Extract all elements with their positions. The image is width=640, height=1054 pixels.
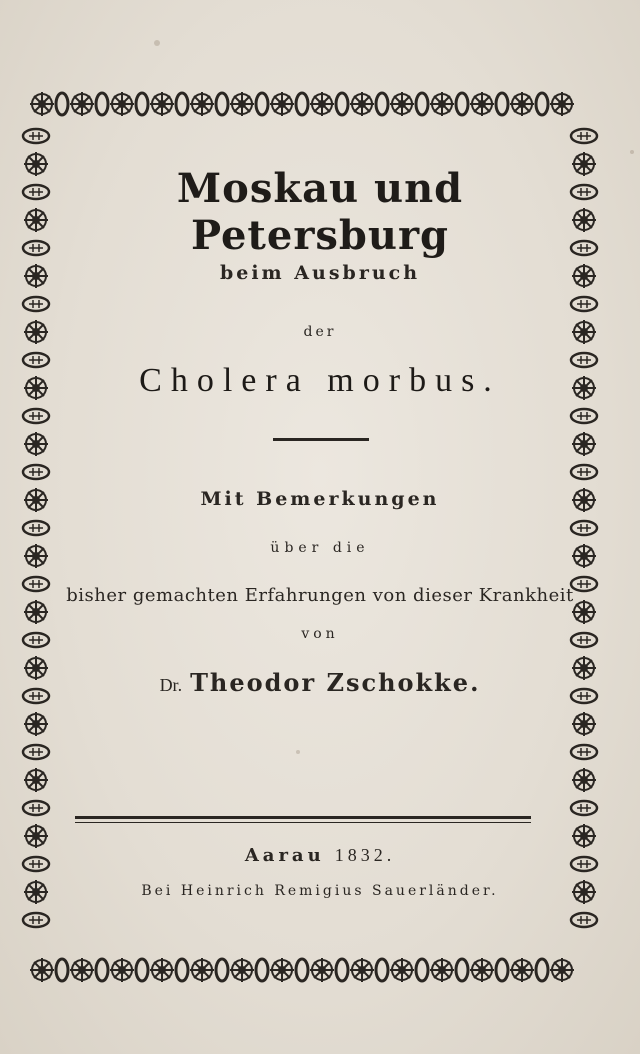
border-flower-icon (510, 958, 534, 982)
border-flower-icon (24, 768, 48, 792)
border-link-icon (56, 959, 68, 981)
border-link-icon (496, 93, 508, 115)
border-flower-icon (270, 958, 294, 982)
border-link-icon (416, 959, 428, 981)
border-link-icon (296, 93, 308, 115)
border-flower-icon (230, 958, 254, 982)
author (70, 668, 570, 697)
border-oval-icon (23, 913, 49, 927)
border-flower-icon (350, 92, 374, 116)
border-link-icon (456, 959, 468, 981)
subtitle-mit: Mit Bemerkungen (200, 488, 440, 510)
border-flower-icon (24, 432, 48, 456)
subtitle-ueber: über die (270, 540, 370, 556)
border-flower-icon (310, 958, 334, 982)
border-flower-icon (430, 958, 454, 982)
border-oval-icon (571, 689, 597, 703)
border-oval-icon (571, 465, 597, 479)
border-link-icon (96, 959, 108, 981)
border-flower-icon (430, 92, 454, 116)
border-flower-icon (110, 92, 134, 116)
border-oval-icon (23, 745, 49, 759)
border-link-icon (216, 93, 228, 115)
border-link-icon (216, 959, 228, 981)
border-flower-icon (30, 958, 54, 982)
border-flower-icon (572, 712, 596, 736)
border-flower-icon (190, 92, 214, 116)
imprint-year: 1832. (334, 845, 396, 865)
border-flower-icon (24, 712, 48, 736)
short-divider (273, 438, 369, 441)
paper-stain (296, 750, 300, 754)
border-flower-icon (24, 264, 48, 288)
border-link-icon (536, 959, 548, 981)
border-flower-icon (350, 958, 374, 982)
border-oval-icon (23, 129, 49, 143)
border-flower-icon (470, 92, 494, 116)
border-flower-icon (572, 208, 596, 232)
border-link-icon (296, 959, 308, 981)
border-oval-icon (23, 409, 49, 423)
border-flower-icon (30, 92, 54, 116)
border-flower-icon (510, 92, 534, 116)
border-flower-icon (24, 320, 48, 344)
border-flower-icon (70, 958, 94, 982)
border-oval-icon (571, 913, 597, 927)
border-flower-icon (572, 152, 596, 176)
border-flower-icon (572, 544, 596, 568)
border-oval-icon (23, 241, 49, 255)
border-link-icon (136, 959, 148, 981)
border-flower-icon (110, 958, 134, 982)
border-link-icon (56, 93, 68, 115)
border-flower-icon (24, 880, 48, 904)
border-link-icon (176, 959, 188, 981)
border-link-icon (416, 93, 428, 115)
border-oval-icon (23, 185, 49, 199)
subtitle-bisher: bisher gemachten Erfahrungen von dieser Krankheit (66, 585, 574, 606)
border-link-icon (336, 959, 348, 981)
border-flower-icon (70, 92, 94, 116)
disease-name: Cholera morbus. (139, 362, 501, 399)
border-flower-icon (572, 376, 596, 400)
border-flower-icon (390, 92, 414, 116)
border-flower-icon (310, 92, 334, 116)
border-oval-icon (571, 745, 597, 759)
border-oval-icon (571, 857, 597, 871)
border-oval-icon (571, 521, 597, 535)
border-link-icon (176, 93, 188, 115)
border-flower-icon (550, 958, 574, 982)
border-oval-icon (571, 409, 597, 423)
border-link-icon (376, 959, 388, 981)
author-name: Theodor Zschokke. (190, 668, 481, 697)
border-flower-icon (24, 152, 48, 176)
border-flower-icon (150, 92, 174, 116)
border-link-icon (536, 93, 548, 115)
border-oval-icon (23, 689, 49, 703)
imprint-place (70, 845, 570, 866)
border-flower-icon (470, 958, 494, 982)
border-oval-icon (23, 857, 49, 871)
border-link-icon (96, 93, 108, 115)
border-flower-icon (24, 656, 48, 680)
border-flower-icon (550, 92, 574, 116)
border-oval-icon (23, 465, 49, 479)
border-oval-icon (571, 241, 597, 255)
paper-stain (630, 150, 634, 154)
border-flower-icon (572, 824, 596, 848)
border-oval-icon (571, 297, 597, 311)
subtitle-der: der (303, 324, 337, 340)
border-flower-icon (24, 600, 48, 624)
border-link-icon (256, 959, 268, 981)
border-flower-icon (390, 958, 414, 982)
border-flower-icon (572, 880, 596, 904)
border-oval-icon (23, 353, 49, 367)
border-oval-icon (571, 353, 597, 367)
border-link-icon (336, 93, 348, 115)
border-flower-icon (572, 768, 596, 792)
border-oval-icon (23, 297, 49, 311)
long-divider (75, 816, 531, 819)
border-flower-icon (572, 432, 596, 456)
imprint-publisher: Bei Heinrich Remigius Sauerländer. (141, 883, 499, 899)
border-flower-icon (230, 92, 254, 116)
border-flower-icon (24, 824, 48, 848)
border-link-icon (376, 93, 388, 115)
border-oval-icon (571, 801, 597, 815)
border-flower-icon (190, 958, 214, 982)
author-prefix: Dr. (159, 675, 183, 695)
border-link-icon (256, 93, 268, 115)
border-oval-icon (571, 633, 597, 647)
border-flower-icon (572, 264, 596, 288)
border-flower-icon (270, 92, 294, 116)
border-flower-icon (24, 544, 48, 568)
border-link-icon (136, 93, 148, 115)
long-divider-thin (75, 822, 531, 823)
border-flower-icon (572, 656, 596, 680)
subtitle-von: von (301, 626, 339, 642)
paper-stain (154, 40, 160, 46)
imprint-city: Aarau (244, 845, 325, 866)
border-flower-icon (150, 958, 174, 982)
border-oval-icon (571, 129, 597, 143)
border-oval-icon (23, 577, 49, 591)
border-flower-icon (572, 488, 596, 512)
border-oval-icon (23, 521, 49, 535)
border-flower-icon (24, 376, 48, 400)
border-link-icon (496, 959, 508, 981)
subtitle-beim: beim Ausbruch (219, 262, 421, 284)
border-flower-icon (24, 488, 48, 512)
border-oval-icon (23, 801, 49, 815)
border-link-icon (456, 93, 468, 115)
book-title: Moskau und Petersburg (176, 165, 464, 259)
border-flower-icon (572, 320, 596, 344)
border-flower-icon (24, 208, 48, 232)
border-oval-icon (571, 185, 597, 199)
border-oval-icon (23, 633, 49, 647)
